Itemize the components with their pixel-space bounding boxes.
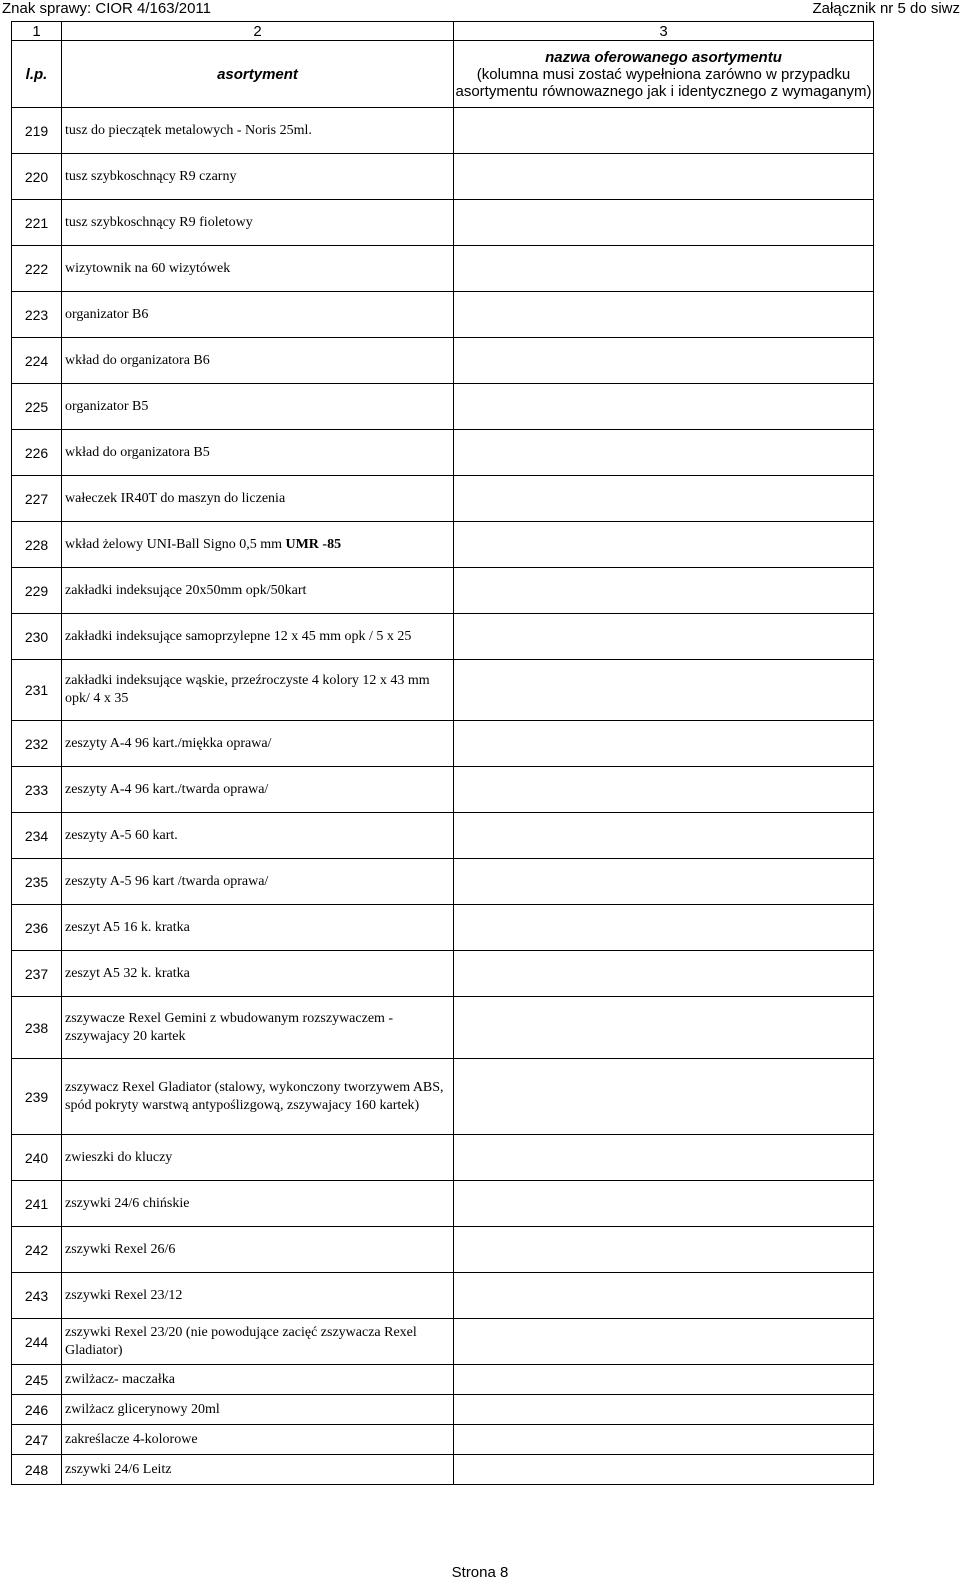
table-row: [12, 476, 874, 522]
header-offered-name: [454, 41, 874, 108]
row-assortment-name: [62, 338, 454, 384]
row-assortment-name: [62, 476, 454, 522]
row-assortment-name: [62, 859, 454, 905]
row-lp: 239: [12, 1059, 62, 1135]
row-lp: 241: [12, 1181, 62, 1227]
row-offered-name-field[interactable]: [454, 1273, 874, 1319]
row-offered-name-field[interactable]: [454, 614, 874, 660]
row-assortment-name: [62, 1135, 454, 1181]
row-assortment-text: wałeczek IR40T do maszyn do liczenia: [65, 490, 286, 506]
row-assortment-name: [62, 767, 454, 813]
row-assortment-text: wkład do organizatora B5: [65, 444, 210, 460]
row-assortment-text: zeszyt A5 32 k. kratka: [65, 965, 190, 981]
row-offered-name-field[interactable]: [454, 767, 874, 813]
table-row: [12, 614, 874, 660]
row-offered-name-field[interactable]: [454, 859, 874, 905]
page-number: Strona 8: [451, 1564, 509, 1581]
row-assortment-text: zakreślacze 4-kolorowe: [65, 1431, 198, 1447]
row-assortment-name: [62, 384, 454, 430]
row-assortment-name: [62, 154, 454, 200]
row-lp: 242: [12, 1227, 62, 1273]
table-row: [12, 767, 874, 813]
row-lp: 221: [12, 200, 62, 246]
column-number-row: [12, 22, 874, 41]
row-offered-name-field[interactable]: [454, 1455, 874, 1485]
row-assortment-name: [62, 1273, 454, 1319]
row-lp: 236: [12, 905, 62, 951]
header-lp-label: l.p.: [25, 65, 48, 83]
row-offered-name-field[interactable]: [454, 721, 874, 767]
row-offered-name-field[interactable]: [454, 1135, 874, 1181]
table-row: [12, 1227, 874, 1273]
row-lp: 245: [12, 1365, 62, 1395]
row-assortment-text: zakładki indeksujące samoprzylepne 12 x 45 mm opk / 5 x 25: [65, 628, 412, 644]
row-offered-name-field[interactable]: [454, 1059, 874, 1135]
row-assortment-name: [62, 1365, 454, 1395]
row-offered-name-field[interactable]: [454, 951, 874, 997]
table-row: [12, 1365, 874, 1395]
row-lp: 232: [12, 721, 62, 767]
row-lp: 243: [12, 1273, 62, 1319]
row-lp: 248: [12, 1455, 62, 1485]
row-assortment-name: [62, 1395, 454, 1425]
table-row: [12, 384, 874, 430]
row-lp: 230: [12, 614, 62, 660]
table-row: [12, 338, 874, 384]
row-offered-name-field[interactable]: [454, 1425, 874, 1455]
row-assortment-name: [62, 951, 454, 997]
row-assortment-text: zszywacz Rexel Gladiator (stalowy, wykonczony tworzywem ABS, spód pokryty warstwą antypoślizgową, zszywajacy 160 kartek): [65, 1079, 444, 1113]
table-row: [12, 1319, 874, 1365]
row-assortment-name: [62, 568, 454, 614]
row-assortment-name: [62, 1319, 454, 1365]
row-offered-name-field[interactable]: [454, 1395, 874, 1425]
attachment-label: Załącznik nr 5 do siwz: [812, 0, 960, 17]
row-assortment-name: [62, 430, 454, 476]
table-row: [12, 1135, 874, 1181]
row-offered-name-field[interactable]: [454, 905, 874, 951]
row-lp: 225: [12, 384, 62, 430]
table-row: [12, 200, 874, 246]
table-row: [12, 660, 874, 721]
row-offered-name-field[interactable]: [454, 813, 874, 859]
row-lp: 224: [12, 338, 62, 384]
column-number: 3: [454, 22, 874, 41]
row-assortment-text: wkład do organizatora B6: [65, 352, 210, 368]
row-lp: 247: [12, 1425, 62, 1455]
row-lp: 228: [12, 522, 62, 568]
row-assortment-name: [62, 1227, 454, 1273]
header-asortyment: [62, 41, 454, 108]
table-row: [12, 1425, 874, 1455]
row-assortment-text: zwilżacz glicerynowy 20ml: [65, 1401, 220, 1417]
row-assortment-text: zakładki indeksujące 20x50mm opk/50kart: [65, 582, 307, 598]
table-row: [12, 997, 874, 1059]
row-assortment-name: [62, 1059, 454, 1135]
row-assortment-text: zeszyt A5 16 k. kratka: [65, 919, 190, 935]
row-assortment-text: zeszyty A-5 96 kart /twarda oprawa/: [65, 873, 269, 889]
table-row: [12, 1395, 874, 1425]
row-offered-name-field[interactable]: [454, 522, 874, 568]
row-assortment-text: zszywacze Rexel Gemini z wbudowanym rozszywaczem - zszywajacy 20 kartek: [65, 1010, 394, 1044]
row-offered-name-field[interactable]: [454, 997, 874, 1059]
table-row: [12, 951, 874, 997]
row-offered-name-field[interactable]: [454, 108, 874, 154]
row-offered-name-field[interactable]: [454, 660, 874, 721]
table-row: [12, 905, 874, 951]
column-header-row: [12, 41, 874, 108]
row-assortment-text: zszywki Rexel 23/12: [65, 1287, 183, 1303]
row-assortment-text: zeszyty A-5 60 kart.: [65, 827, 178, 843]
header-lp: [12, 41, 62, 108]
row-assortment-name: [62, 522, 454, 568]
row-offered-name-field[interactable]: [454, 292, 874, 338]
row-offered-name-field[interactable]: [454, 200, 874, 246]
row-offered-name-field[interactable]: [454, 384, 874, 430]
row-lp: 231: [12, 660, 62, 721]
row-lp: 234: [12, 813, 62, 859]
table-row: [12, 1455, 874, 1485]
table-row: [12, 292, 874, 338]
table-row: [12, 154, 874, 200]
row-assortment-name: [62, 997, 454, 1059]
row-offered-name-field[interactable]: [454, 1181, 874, 1227]
table-row: [12, 568, 874, 614]
column-number: 1: [12, 22, 62, 41]
row-assortment-text: zwilżacz- maczałka: [65, 1371, 175, 1387]
row-assortment-text: zwieszki do kluczy: [65, 1149, 173, 1165]
row-offered-name-field[interactable]: [454, 476, 874, 522]
table-row: [12, 522, 874, 568]
row-assortment-name: [62, 246, 454, 292]
row-assortment-text: zakładki indeksujące wąskie, przeźroczyste 4 kolory 12 x 43 mm opk/ 4 x 35: [65, 673, 430, 706]
row-offered-name-field[interactable]: [454, 338, 874, 384]
row-assortment-text: tusz szybkoschnący R9 czarny: [65, 168, 237, 184]
row-assortment-name: [62, 200, 454, 246]
row-assortment-name: [62, 721, 454, 767]
case-number: Znak sprawy: CIOR 4/163/2011: [2, 0, 211, 17]
table-row: [12, 1273, 874, 1319]
row-assortment-text: zszywki Rexel 23/20 (nie powodujące zacięć zszywacza Rexel Gladiator): [65, 1324, 417, 1358]
table-row: [12, 108, 874, 154]
row-offered-name-field[interactable]: [454, 1227, 874, 1273]
row-assortment-text: zeszyty A-4 96 kart./miękka oprawa/: [65, 735, 272, 751]
row-lp: 246: [12, 1395, 62, 1425]
row-assortment-text: zszywki Rexel 26/6: [65, 1241, 176, 1257]
row-lp: 240: [12, 1135, 62, 1181]
table-row: [12, 721, 874, 767]
row-lp: 222: [12, 246, 62, 292]
row-assortment-name: [62, 1455, 454, 1485]
table-row: [12, 1059, 874, 1135]
column-number: 2: [62, 22, 454, 41]
row-assortment-name: [62, 614, 454, 660]
row-lp: 226: [12, 430, 62, 476]
row-assortment-text: zeszyty A-4 96 kart./twarda oprawa/: [65, 781, 269, 797]
header-offered-title: nazwa oferowanego asortymentu: [545, 48, 782, 66]
row-lp: 235: [12, 859, 62, 905]
header-asortyment-label: asortyment: [217, 65, 298, 83]
row-assortment-text: organizator B6: [65, 306, 149, 322]
row-lp: 219: [12, 108, 62, 154]
row-assortment-text: zszywki 24/6 Leitz: [65, 1461, 172, 1477]
row-assortment-text: tusz do pieczątek metalowych - Noris 25ml.: [65, 122, 312, 138]
row-offered-name-field[interactable]: [454, 246, 874, 292]
row-lp: 229: [12, 568, 62, 614]
row-offered-name-field[interactable]: [454, 1319, 874, 1365]
row-offered-name-field[interactable]: [454, 154, 874, 200]
row-assortment-text: organizator B5: [65, 398, 149, 414]
row-lp: 238: [12, 997, 62, 1059]
table-row: [12, 813, 874, 859]
row-assortment-name: [62, 1181, 454, 1227]
table-row: [12, 246, 874, 292]
row-assortment-name: [62, 1425, 454, 1455]
table-row: [12, 1181, 874, 1227]
row-assortment-code: UMR -85: [285, 536, 342, 552]
row-assortment-name: [62, 660, 454, 721]
row-lp: 223: [12, 292, 62, 338]
row-offered-name-field[interactable]: [454, 568, 874, 614]
row-assortment-name: [62, 108, 454, 154]
row-assortment-text: wizytownik na 60 wizytówek: [65, 260, 231, 276]
row-assortment-text: zszywki 24/6 chińskie: [65, 1195, 190, 1211]
header-offered-note: (kolumna musi zostać wypełniona zarówno w przypadku asortymentu równowaznego jak i identycznego z wymaganym): [455, 65, 872, 100]
row-lp: 233: [12, 767, 62, 813]
row-lp: 220: [12, 154, 62, 200]
row-offered-name-field[interactable]: [454, 1365, 874, 1395]
row-assortment-text: tusz szybkoschnący R9 fioletowy: [65, 214, 253, 230]
row-assortment-name: [62, 905, 454, 951]
table-row: [12, 430, 874, 476]
row-offered-name-field[interactable]: [454, 430, 874, 476]
row-lp: 237: [12, 951, 62, 997]
row-lp: 227: [12, 476, 62, 522]
assortment-table: [11, 21, 874, 1485]
row-assortment-text: wkład żelowy UNI-Ball Signo 0,5 mm: [65, 536, 282, 552]
row-assortment-name: [62, 292, 454, 338]
table-row: [12, 859, 874, 905]
row-lp: 244: [12, 1319, 62, 1365]
row-assortment-name: [62, 813, 454, 859]
